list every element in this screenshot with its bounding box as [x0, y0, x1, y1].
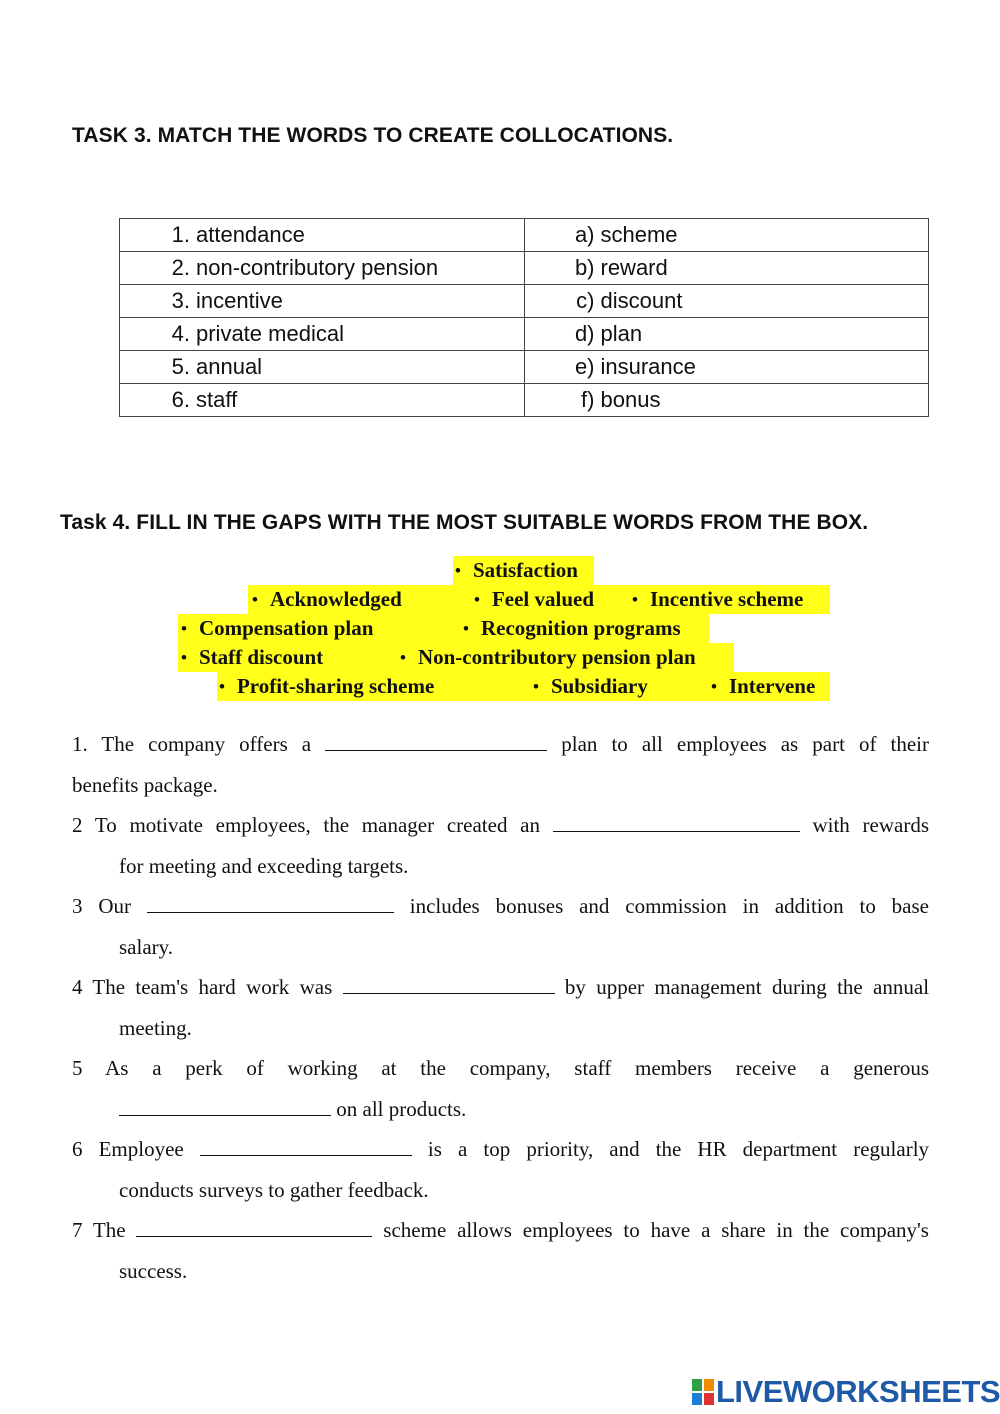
question-6	[72, 1129, 929, 1210]
question-text: 3 Our	[72, 894, 132, 918]
question-text: for meeting and exceeding targets.	[119, 853, 409, 878]
word-incentive-scheme: • Incentive scheme	[632, 585, 803, 615]
item-number: 5.	[171, 354, 190, 379]
word-row	[248, 585, 830, 614]
item-letter: c)	[576, 288, 595, 313]
question-text: salary.	[119, 934, 174, 959]
question-text: includes bonuses and commission in addition to base	[409, 894, 929, 918]
table-row	[120, 351, 929, 384]
brand-text: LIVEWORKSHEETS	[716, 1374, 1000, 1409]
table-row	[120, 219, 929, 252]
question-text: plan to all employees as part of their	[561, 732, 930, 756]
question-text: is a top priority, and the HR department regularly	[427, 1137, 930, 1161]
item-letter: e)	[574, 354, 595, 379]
question-1	[72, 724, 929, 805]
word-row	[178, 643, 734, 672]
item-match-word: plan	[600, 321, 643, 346]
word-row	[453, 556, 594, 585]
item-word: private medical	[196, 321, 344, 346]
word-satisfaction: • Satisfaction	[455, 556, 578, 586]
answer-blank[interactable]	[343, 975, 555, 994]
answer-blank[interactable]	[147, 894, 394, 913]
word-row	[178, 614, 709, 643]
word-feel-valued: • Feel valued	[474, 585, 594, 615]
question-text: conducts surveys to gather feedback.	[119, 1177, 429, 1202]
answer-blank[interactable]	[136, 1218, 372, 1237]
item-match-word: reward	[600, 255, 668, 280]
word-acknowledged: • Acknowledged	[252, 585, 402, 615]
collocation-table	[119, 218, 929, 417]
question-text: 4 The team's hard work was	[72, 975, 333, 999]
item-letter: b)	[574, 255, 595, 280]
answer-blank[interactable]	[325, 732, 547, 751]
word-intervene: • Intervene	[711, 672, 815, 702]
word-subsidiary: • Subsidiary	[533, 672, 648, 702]
question-text: benefits package.	[72, 772, 218, 797]
item-number: 1.	[171, 222, 190, 247]
task4-title: Task 4. FILL IN THE GAPS WITH THE MOST SUITABLE WORDS FROM THE BOX.	[60, 511, 869, 534]
question-7	[72, 1210, 929, 1291]
question-text: success.	[119, 1258, 188, 1283]
question-text: on all products.	[336, 1096, 467, 1121]
word-recognition-programs: • Recognition programs	[463, 614, 681, 644]
question-text: 7 The	[72, 1218, 126, 1242]
word-profit-sharing-scheme: • Profit-sharing scheme	[219, 672, 434, 702]
word-non-contributory-pension-plan: • Non-contributory pension plan	[400, 643, 696, 673]
question-text: with rewards	[812, 813, 929, 837]
word-row	[217, 672, 830, 701]
question-4	[72, 967, 929, 1048]
question-text: meeting.	[119, 1015, 192, 1040]
item-match-word: bonus	[600, 387, 661, 412]
item-word: staff	[196, 387, 238, 412]
logo-icon	[692, 1379, 714, 1405]
item-number: 6.	[171, 387, 190, 412]
table-row	[120, 252, 929, 285]
question-text: 2 To motivate employees, the manager created an	[72, 813, 540, 837]
answer-blank[interactable]	[553, 813, 800, 832]
word-staff-discount: • Staff discount	[181, 643, 323, 673]
question-text: 1. The company offers a	[72, 732, 312, 756]
answer-blank[interactable]	[200, 1137, 412, 1156]
table-row	[120, 318, 929, 351]
item-word: incentive	[196, 288, 283, 313]
item-word: non-contributory pension	[196, 255, 439, 280]
item-word: annual	[196, 354, 263, 379]
item-match-word: insurance	[600, 354, 696, 379]
item-match-word: scheme	[600, 222, 678, 247]
item-letter: a)	[574, 222, 595, 247]
item-number: 3.	[171, 288, 190, 313]
table-row	[120, 384, 929, 417]
question-2	[72, 805, 929, 886]
question-text: scheme allows employees to have a share in the company's	[383, 1218, 929, 1242]
question-text: 6 Employee	[72, 1137, 184, 1161]
question-text: by upper management during the annual	[564, 975, 930, 999]
item-letter: f)	[581, 387, 595, 412]
liveworksheets-logo	[692, 1374, 1000, 1410]
answer-blank[interactable]	[119, 1097, 331, 1116]
question-5	[72, 1048, 929, 1129]
question-text: 5 As a perk of working at the company, staff members receive a generous	[72, 1056, 929, 1080]
item-number: 4.	[171, 321, 190, 346]
question-3	[72, 886, 929, 967]
table-row	[120, 285, 929, 318]
item-number: 2.	[171, 255, 190, 280]
item-letter: d)	[574, 321, 595, 346]
task3-title: TASK 3. MATCH THE WORDS TO CREATE COLLOCATIONS.	[72, 124, 674, 147]
word-compensation-plan: • Compensation plan	[181, 614, 373, 644]
item-word: attendance	[196, 222, 305, 247]
item-match-word: discount	[600, 288, 683, 313]
